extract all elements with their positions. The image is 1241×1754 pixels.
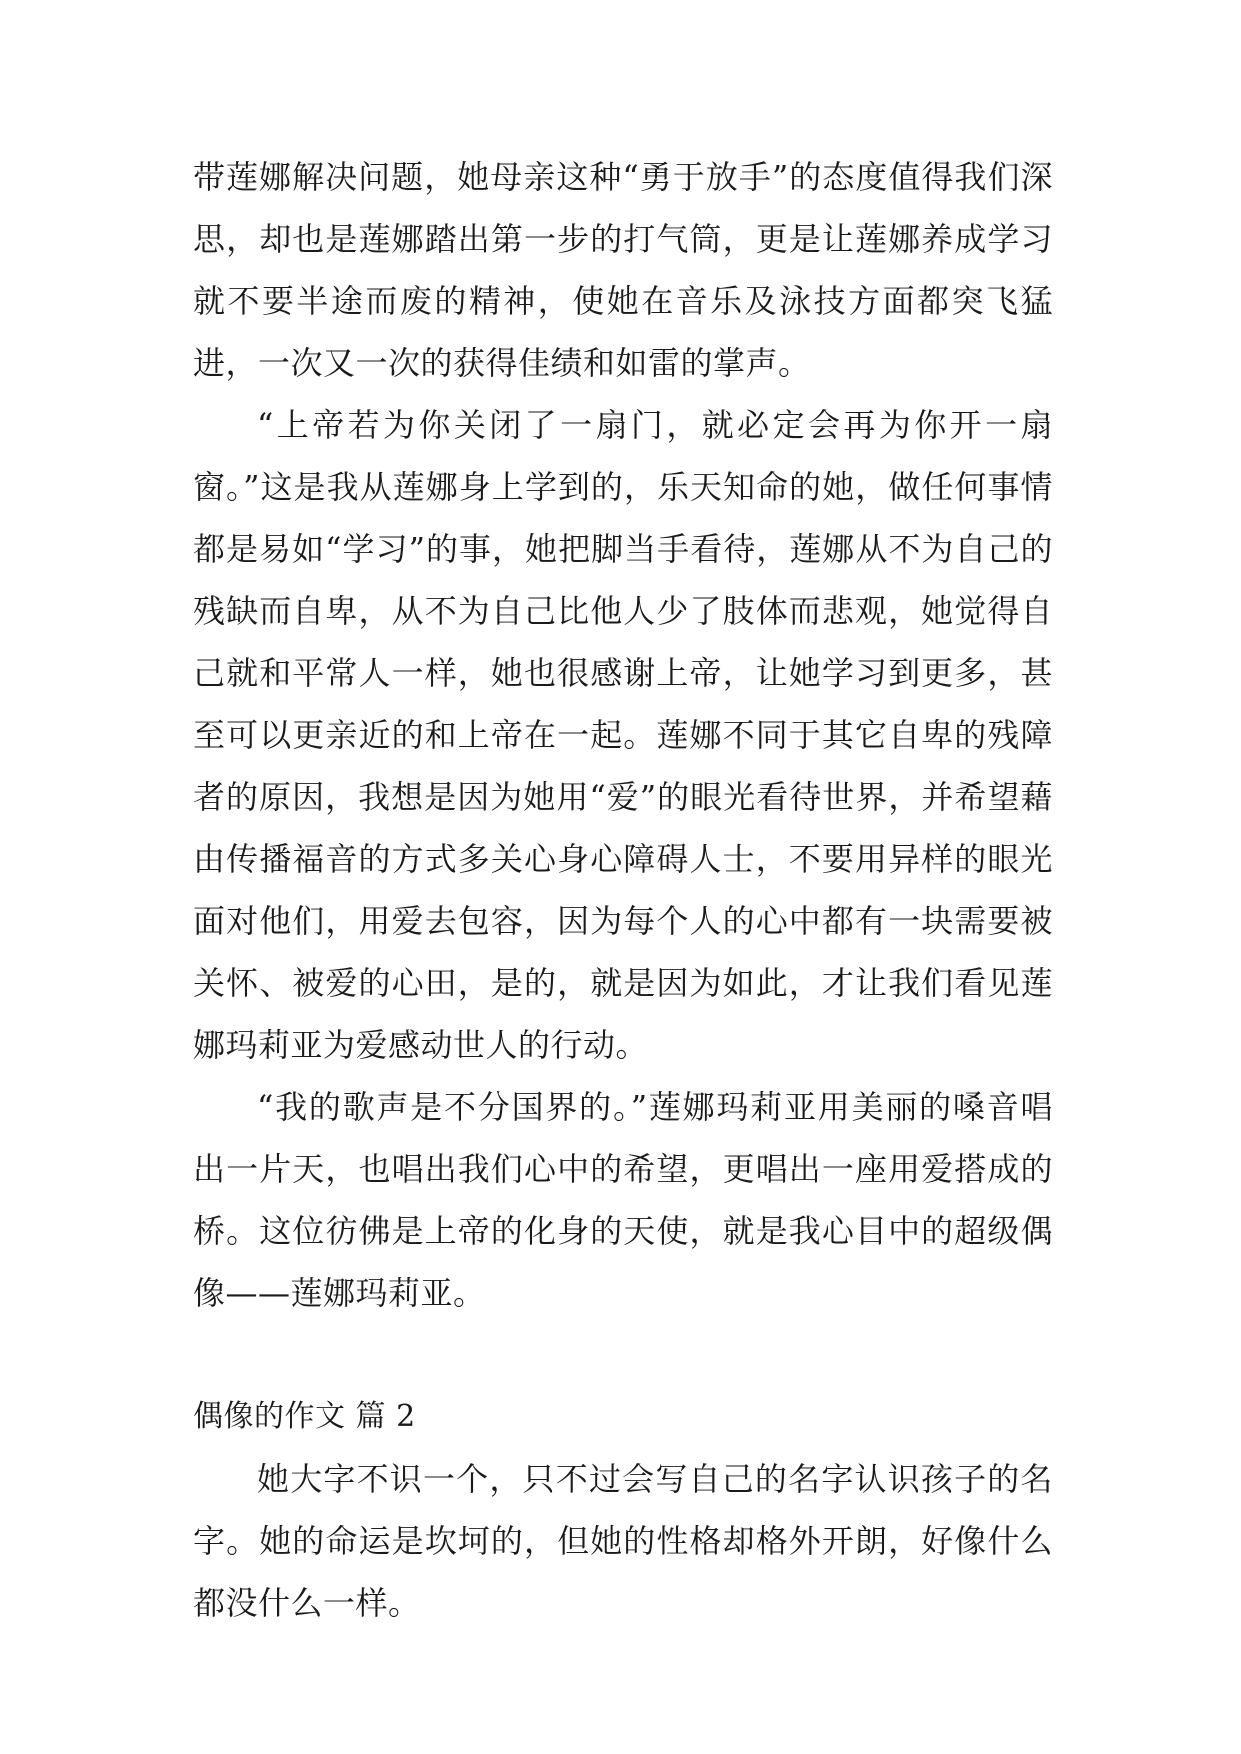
- paragraph-4: 她大字不识一个，只不过会写自己的名字认识孩子的名字。她的命运是坎坷的，但她的性格却格外开朗，好像什么都没什么一样。: [193, 1460, 1053, 1622]
- paragraph-3: “我的歌声是不分国界的。”莲娜玛莉亚用美丽的嗓音唱出一片天，也唱出我们心中的希望，更唱出一座用爱搭成的桥。这位彷佛是上帝的化身的天使，就是我心目中的超级偶像——莲娜玛莉亚。: [193, 1088, 1053, 1312]
- document-body: [193, 146, 1053, 1634]
- section-heading: 偶像的作文 篇 2: [193, 1399, 416, 1434]
- paragraph-2: “上帝若为你关闭了一扇门，就必定会再为你开一扇窗。”这是我从莲娜身上学到的，乐天知命的她，做任何事情都是易如“学习”的事，她把脚当手看待，莲娜从不为自己的残缺而自卑，从不为自己比他人少了肢体而悲观，她觉得自己就和平常人一样，她也很感谢上帝，让她学习到更多，甚至可以更亲近的和上帝在一起。莲娜不同于其它自卑的残障者的原因，我想是因为她用“爱”的眼光看待世界，并希望藉由传播福音的方式多关心身心障碍人士，不要用异样的眼光面对他们，用爱去包容，因为每个人的心中都有一块需要被关怀、被爱的心田，是的，就是因为如此，才让我们看见莲娜玛莉亚为爱感动世人的行动。: [193, 406, 1053, 1064]
- paragraph-1: 带莲娜解决问题，她母亲这种“勇于放手”的态度值得我们深思，却也是莲娜踏出第一步的打气筒，更是让莲娜养成学习就不要半途而废的精神，使她在音乐及泳技方面都突飞猛进，一次又一次的获得佳绩和如雷的掌声。: [193, 158, 1053, 382]
